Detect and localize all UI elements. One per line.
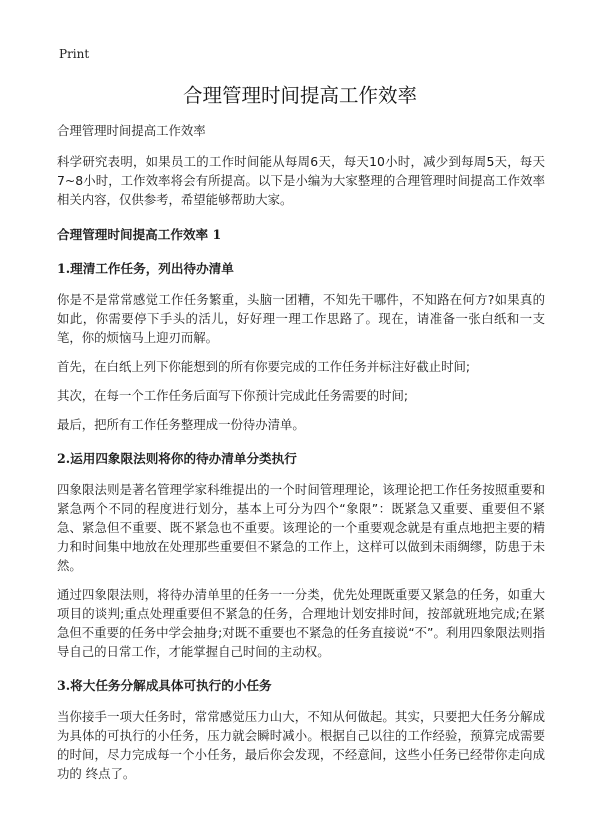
section-heading: 合理管理时间提高工作效率 1 bbox=[57, 227, 222, 242]
step-1-paragraph-3: 其次，在每一个工作任务后面写下你预计完成此任务需要的时间; bbox=[57, 388, 409, 403]
document-subtitle: 合理管理时间提高工作效率 bbox=[57, 123, 206, 138]
document-body bbox=[57, 121, 545, 793]
step-2-paragraph-2: 通过四象限法则，将待办清单里的任务一一分类，优先处理既重要又紧急的任务，如重大项目的谈判;重点处理重要但不紧急的任务，合理地计划安排时间，按部就班地完成;在紧急但不重要的任务中学会抽身;对既不重要也不紧急的任务直接说“不”。利用四象限法则指导自己的日常工作，才能掌握自己时间的主动权。 bbox=[57, 587, 545, 659]
intro-paragraph: 科学研究表明，如果员工的工作时间能从每周6天，每天10小时，减少到每周5天，每天7~8小时，工作效率将会有所提高。以下是小编为大家整理的合理管理时间提高工作效率相关内容，仅供参考，希望能够帮助大家。 bbox=[57, 154, 545, 207]
step-1-paragraph-4: 最后，把所有工作任务整理成一份待办清单。 bbox=[57, 417, 305, 432]
step-3-paragraph-1: 当你接手一项大任务时，常常感觉压力山大，不知从何做起。其实，只要把大任务分解成为具体的可执行的小任务，压力就会瞬时减小。根据自己以往的工作经验，预算完成需要的时间，尽力完成每一个小任务，最后你会发现，不经意间，这些小任务已经带你走向成功的 终点了。 bbox=[57, 709, 545, 781]
step-2-paragraph-1: 四象限法则是著名管理学家科维提出的一个时间管理理论，该理论把工作任务按照重要和紧急两个不同的程度进行划分，基本上可分为四个“象限”：既紧急又重要、重要但不紧急、紧急但不重要、既不紧急也不重要。该理论的一个重要观念就是有重点地把主要的精力和时间集中地放在处理那些重要但不紧急的工作上，这样可以做到未雨绸缪，防患于未然。 bbox=[57, 482, 545, 573]
step-2-heading: 2.运用四象限法则将你的待办清单分类执行 bbox=[57, 451, 297, 466]
step-1-paragraph-2: 首先，在白纸上列下你能想到的所有你要完成的工作任务并标注好截止时间; bbox=[57, 359, 471, 374]
step-1-paragraph-1: 你是不是常常感觉工作任务繁重，头脑一团糟，不知先干哪件，不知路在何方?如果真的如此，你需要停下手头的活儿，好好理一理工作思路了。现在，请准备一张白纸和一支笔，你的烦恼马上迎刃而解。 bbox=[57, 292, 545, 345]
step-3-heading: 3.将大任务分解成具体可执行的小任务 bbox=[57, 678, 272, 693]
print-label: Print bbox=[59, 47, 90, 61]
page-title: 合理管理时间提高工作效率 bbox=[182, 84, 417, 107]
step-1-heading: 1.理清工作任务，列出待办清单 bbox=[57, 261, 234, 276]
